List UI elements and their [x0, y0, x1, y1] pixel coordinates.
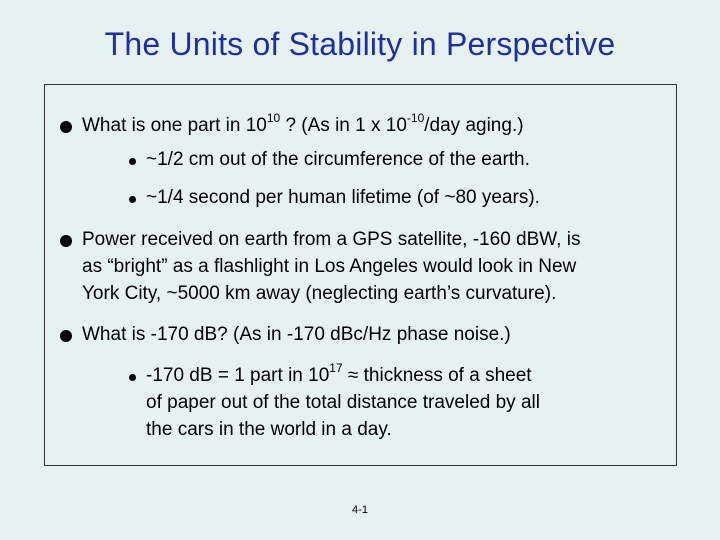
- bullet-dot-icon: [60, 330, 72, 342]
- sub-bullet-continuation: [146, 416, 392, 443]
- sub-bullet-text: ~1/4 second per human lifetime (of ~80 years).: [146, 187, 540, 208]
- bullet-dot-icon: [60, 235, 72, 247]
- sub-bullet-continuation: [146, 389, 540, 416]
- bullet-item: [82, 321, 511, 348]
- sub-bullet-text: thickness of a sheet: [363, 365, 532, 386]
- small-bullet-dot-icon: [129, 374, 136, 381]
- bullet-continuation: [82, 280, 556, 307]
- sub-bullet-item: [146, 146, 530, 173]
- superscript: 10: [266, 110, 281, 125]
- slide-title: The Units of Stability in Perspective: [104, 26, 616, 62]
- superscript: 17: [329, 360, 343, 375]
- approx-symbol: ≈: [342, 365, 364, 386]
- superscript: -10: [406, 110, 425, 125]
- bullet-text: ? (As in 1 x 10: [280, 115, 407, 136]
- sub-bullet-text: ~1/2 cm out of the circumference of the earth.: [146, 149, 530, 170]
- sub-bullet-text: of paper out of the total distance traveled by all: [146, 392, 540, 413]
- bullet-text: York City, ~5000 km away (neglecting earth’s curvature).: [82, 283, 557, 304]
- bullet-item: [82, 112, 524, 139]
- sub-bullet-item: [146, 362, 532, 389]
- small-bullet-dot-icon: [129, 196, 136, 203]
- small-bullet-dot-icon: [129, 158, 136, 165]
- sub-bullet-text: the cars in the world in a day.: [146, 419, 392, 440]
- bullet-text: What is -170 dB? (As in -170 dBc/Hz phase noise.): [82, 324, 511, 345]
- bullet-text: /day aging.): [424, 115, 524, 136]
- bullet-item: [82, 226, 580, 253]
- bullet-text: Power received on earth from a GPS satellite, -160 dBW, is: [82, 229, 581, 250]
- bullet-continuation: [82, 253, 576, 280]
- sub-bullet-item: [146, 184, 540, 211]
- bullet-dot-icon: [60, 121, 72, 133]
- bullet-text: What is one part in 10: [82, 115, 267, 136]
- bullet-text: as “bright” as a flashlight in Los Angeles would look in New: [82, 256, 577, 277]
- sub-bullet-text: -170 dB = 1 part in 10: [146, 365, 330, 386]
- page-number: 4-1: [352, 504, 368, 516]
